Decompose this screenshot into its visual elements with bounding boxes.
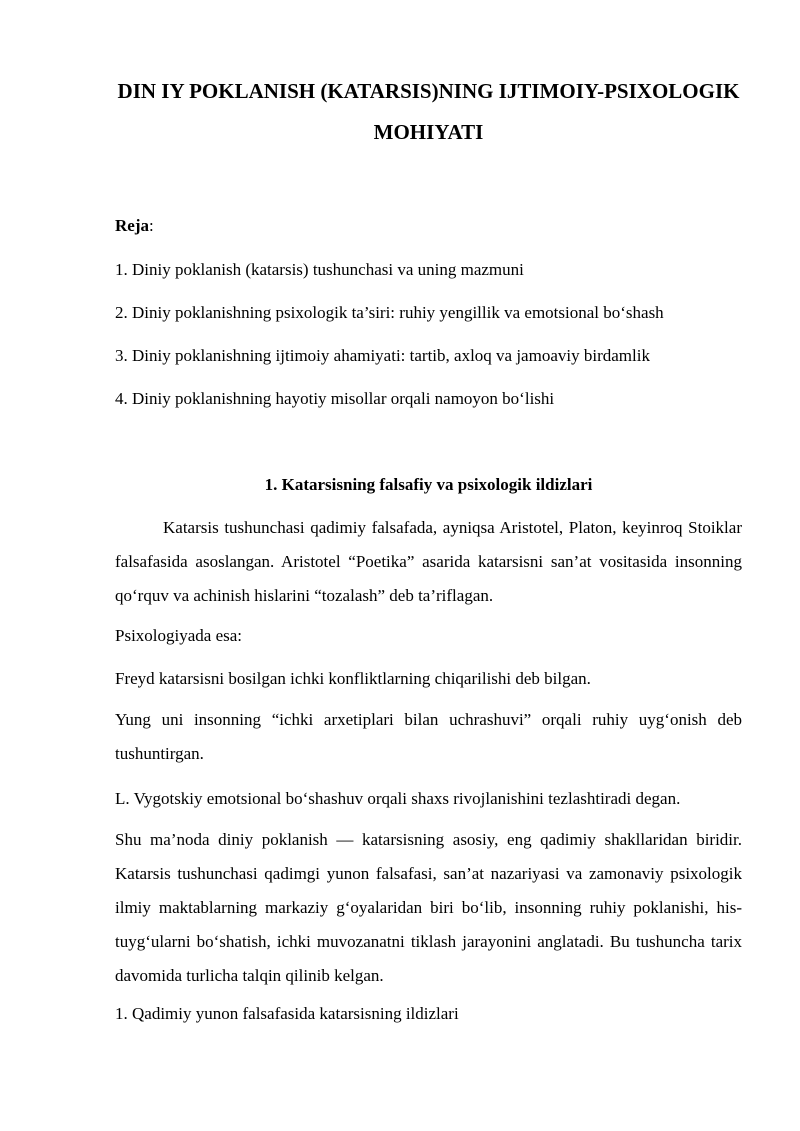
plan-item-1: 1. Diniy poklanish (katarsis) tushunchasi va uning mazmuni (115, 260, 524, 279)
paragraph-religious-purification: Shu ma’noda diniy poklanish — katarsisning asosiy, eng qadimiy shakllaridan biridir. Katarsis tushunchasi qadimgi yunon falsafasi, san’at nazariyasi va zamonaviy psixologik ilmiy maktablarning markaziy g‘oyalaridan biri bo‘lib, insonning ruhiy poklanishi, his-tuyg‘ularni bo‘shatish, ichki muvozanatni tiklash jarayonini anglatadi. Bu tushuncha tarix davomida turlicha talqin qilinib kelgan. (115, 830, 742, 985)
plan-label-colon: : (148, 216, 154, 235)
document-title: DIN IY POKLANISH (KATARSIS)NING IJTIMOIY-PSIXOLOGIK MOHIYATI (117, 79, 740, 144)
plan-heading (115, 212, 742, 240)
plan-item-4: 4. Diniy poklanishning hayotiy misollar orqali namoyon bo‘lishi (115, 389, 555, 408)
section-heading: 1. Katarsisning falsafiy va psixologik ildizlari (264, 475, 593, 494)
paragraph-vygotsky: L. Vygotskiy emotsional bo‘shashuv orqali shaxs rivojlanishini tezlashtiradi degan. (115, 789, 681, 808)
paragraph-jung: Yung uni insonning “ichki arxetiplari bilan uchrashuvi” orqali ruhiy uyg‘onish deb tushuntirgan. (115, 710, 742, 763)
plan-item-2: 2. Diniy poklanishning psixologik ta’siri: ruhiy yengillik va emotsional bo‘shash (115, 303, 664, 322)
paragraph-freud: Freyd katarsisni bosilgan ichki konfliktlarning chiqarilishi deb bilgan. (115, 669, 591, 688)
paragraph-psychology-intro: Psixologiyada esa: (115, 626, 243, 645)
paragraph-katarsis-origins: Katarsis tushunchasi qadimiy falsafada, ayniqsa Aristotel, Platon, keyinroq Stoiklar falsafasida asoslangan. Aristotel “Poetika” asarida katarsisni san’at vositasida insonning qo‘rquv va achinish hislarini “tozalash” deb ta’riflagan. (115, 518, 742, 605)
plan-label: Reja (115, 216, 149, 235)
subsection-heading: 1. Qadimiy yunon falsafasida katarsisning ildizlari (115, 1004, 459, 1023)
plan-item-3: 3. Diniy poklanishning ijtimoiy ahamiyati: tartib, axloq va jamoaviy birdamlik (115, 346, 650, 365)
